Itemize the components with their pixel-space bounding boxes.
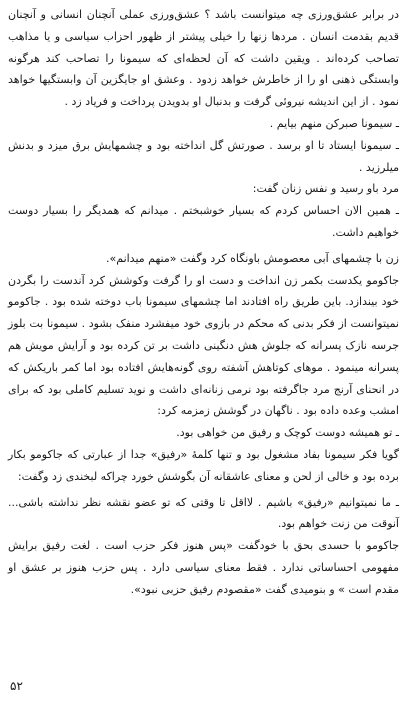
paragraph-1: در برابر عشق‌ورزی چه میتوانست باشد ؟ عشق‌ورزی عملی آنچنان انسانی و آنچنان قدیم بقدمت انسان . مردها زنها را خیلی پیشتر از ظهور احزاب سیاسی و یا مذاهب تصاحب کرده‌اند . ویقین داشت که آن لحظه‌ای که سیمونا را تصاحب کند هرگونه وابستگی ذهنی او را از خاطرش خواهد زدود . وعشق او جایگزین آن وابستگیها خواهد نمود . از این اندیشه نیروئی گرفت و بدنبال او بدویدن پرداخت و فریاد زد .: [8, 8, 399, 109]
paragraph-3: ـ سیمونا ایستاد تا او برسد . صورتش گل انداخته بود و چشمهایش برق میزد و بدنش میلرزید .: [8, 138, 399, 174]
paragraph-11: جاکومو با حسدی بحق با خودگفت «پس هنوز فکر حزب است . لغت رفیق برایش مفهومی احساساتی ندارد . فقط معنای سیاسی دارد . پس حزب هنوز بر عشق او مقدم است » و بنومیدی گفت «مقصودم رفیق حزبی نبود».: [8, 539, 399, 596]
document-page: [8, 4, 399, 674]
paragraph-4: مرد باو رسید و نفس زنان گفت:: [252, 182, 399, 196]
paragraph-10: ـ ما نمیتوانیم «رفیق» باشیم . لااقل تا وقتی که تو عضو نقشه نظر نداشته باشی... آنوقت من زنت خواهم بود.: [8, 495, 399, 531]
paragraph-7: جاکومو یکدست بکمر زن انداخت و دست او را گرفت وکوشش کرد آندست را بگردن خود بیندازد. باین طریق راه افتادند اما چشمهای سیمونا باب دوخته شده بود . جاکومو نمیتوانست از فکر بدنی که محکم در بازوی خود میفشرد منفک بشود . سیمونا بت بلوز جرسه نازک پسرانه که جلوش هش دنگینی داشت بر تن کرده بود و آرایش مویش هم پسرانه مینمود . موهای کوتاهش آشفته روی گونه‌هایش افتاده بود اما کمر باریکش که در انحنای آرنج مرد جاگرفته بود نرمی زنانه‌ای داشت و نوید تسلیم کاملی بود که برای امشب وعده داده بود . ناگهان در گوشش زمزمه کرد:: [8, 273, 399, 418]
paragraph-5: ـ همین الان احساس کردم که بسیار خوشبختم . میدانم که همدیگر را بسیار دوست خواهیم داشت.: [8, 204, 399, 239]
paragraph-2: ـ سیمونا صبرکن منهم بیایم .: [269, 116, 399, 130]
paragraph-6: زن با چشمهای آبی معصومش باونگاه کرد وگفت «منهم میدانم».: [106, 251, 399, 265]
page-number: ۵۲: [10, 679, 23, 693]
paragraph-9: گویا فکر سیمونا بفاد مشغول بود و تنها کلمهٔ «رفیق» جدا از عبارتی که جاکومو بکار برده بود و خالی از لحن و معنای عاشقانه آن بگوشش خورد چراکه لبخندی زد وگفت:: [8, 447, 399, 483]
paragraph-8: ـ تو همیشه دوست کوچک و رفیق من خواهی بود.: [176, 426, 399, 440]
